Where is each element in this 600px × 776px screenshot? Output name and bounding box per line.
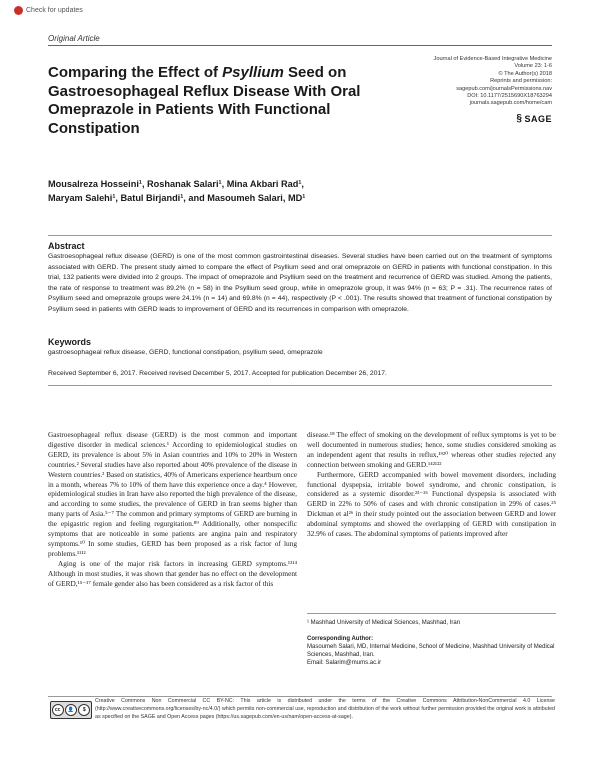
sage-icon: § <box>516 113 523 124</box>
nc-icon: $ <box>78 704 90 716</box>
journal-doi[interactable]: DOI: 10.1177/2515690X18763294 <box>467 93 552 100</box>
title-part1: Comparing the Effect of <box>48 64 223 81</box>
received-dates: Received September 6, 2017. Received revised December 5, 2017. Accepted for publication December 26, 2017. <box>48 370 387 377</box>
cc-icon: cc <box>52 704 64 716</box>
cc-license-badge[interactable] <box>50 701 92 719</box>
publisher-logo <box>516 113 552 124</box>
divider <box>48 45 552 46</box>
keywords-text: gastroesophageal reflux disease, GERD, functional constipation, psyllium seed, omeprazole <box>48 349 323 356</box>
crossmark-badge[interactable] <box>14 6 83 15</box>
abstract-text: Gastroesophageal reflux disease (GERD) is one of the most common gastrointestinal diseases. Several studies have been carried out on the treatment of symptoms associated with GERD. The present study aimed to compare the effect of Psyllium seed and oral omeprazole on GERD in patients with functional constipation. In this trial, 132 patients were divided into 2 groups. The impact of omeprazole and Psyllium seed on the treatment and recurrence of GERD was studied. Among the patients, the rate of response to treatment was 89.2% (n = 58) in the Psyllium seed group, while in omeprazole group, it was 94% (n = 63; P = .31). The recurrence rates of Psyllium seed and omeprazole groups were 24.1% (n = 14) and 69.8% (n = 44), respectively (P < .001). The results showed that treatment of functional constipation by Psyllium seed in patients with GERD leads to improvement of GERD and its recurrences in comparison with omeprazole. <box>48 253 552 313</box>
crossmark-label: Check for updates <box>26 7 83 14</box>
corresponding-email[interactable]: Email: Salarim@mums.ac.ir <box>307 660 382 666</box>
corresponding-text: Masoumeh Salari, MD, Internal Medicine, School of Medicine, Mashhad University of Medical Sciences, Mashhad, Iran. <box>307 644 555 658</box>
journal-home-link[interactable]: journals.sagepub.com/home/cam <box>469 100 552 107</box>
license-text: Creative Commons Non Commercial CC BY-NC: This article is distributed under the terms of the Creative Commons Attribution-NonCommercial 4.0 License (http://www.creativecommons.org/licenses/by-nc/4.0/) which permits non-commercial use, reproduction and distribution of the work without further permission provided the original work is attributed as specified on the SAGE and Open Access pages (https://us.sagepub.com/en-us/nam/open-access-at-sage). <box>95 698 555 720</box>
affiliation-note: ¹ Mashhad University of Medical Sciences, Mashhad, Iran <box>307 620 461 626</box>
abstract-heading: Abstract <box>48 241 85 251</box>
body-paragraph: Gastroesophageal reflux disease (GERD) is the most common and important digestive disorder in medical sciences.¹ According to epidemiological studies on GERD, its prevalence is about 5% in Asian countries and 10% to 20% in Western countries.² Several studies have also reported about 40% prevalence of the disease in Western countries.³ Based on statistics, 40% of Americans experience heartburn once in a month, whereas 7% to 10% of them have this experience once a day.⁴ However, epidemiological studies in Iran have also reported the high prevalence of the disease, and according to some studies, the prevalence of GERD in Iran seems higher than many parts of Asia.⁵⁻⁷ The common and primary symptoms of GERD are burning in the epigastric region and feeling regurgitation.⁸⁹ Additionally, other nonspecific symptoms that are noticeable in some patients are angina pain and respiratory symptoms.¹⁰ In some studies, GERD has been proposed as a risk factor of lung problems.¹¹¹² <box>48 430 297 558</box>
body-column-left <box>48 430 297 589</box>
authors-line-2: Maryam Salehi¹, Batul Birjandi¹, and Masoumeh Salari, MD¹ <box>48 193 306 203</box>
title-italic: Psyllium <box>222 64 284 81</box>
paper-title <box>48 64 378 138</box>
journal-copyright: © The Author(s) 2018 <box>498 70 552 77</box>
journal-volume: Volume 23: 1-6 <box>514 63 552 70</box>
keywords-heading: Keywords <box>48 337 92 347</box>
crossmark-icon <box>14 6 23 15</box>
divider <box>48 385 552 386</box>
body-column-right <box>307 430 556 539</box>
journal-permissions-link[interactable]: sagepub.com/journalsPermissions.nav <box>456 85 552 92</box>
divider <box>48 235 552 236</box>
body-paragraph: Aging is one of the major risk factors in increasing GERD symptoms.¹³¹⁴ Although in most studies, it was shown that gender has no effect on the development of GERD,¹⁵⁻¹⁷ female gender also has been considered as a risk factor of this <box>48 558 297 588</box>
journal-info <box>362 56 552 108</box>
article-type: Original Article <box>48 34 100 43</box>
body-paragraph: Furthermore, GERD accompanied with bowel movement disorders, including functional dyspepsia, irritable bowel syndrome, and chronic constipation, is considered as a systemic disorder.²³⁻²⁶ Functional dyspepsia is associated with GERD in 22% to 50% of cases and with chronic constipation in 29% of cases.²⁵ Dickman et al²⁶ in their study pointed out the association between GERD and lower abdominal symptoms and showed the overlapping of GERD with constipation in 32.9% of cases. The abdominal symptoms of patients improved after <box>307 469 556 539</box>
by-icon: 👤 <box>65 704 77 716</box>
footnote-divider <box>307 613 556 614</box>
corresponding-heading: Corresponding Author: <box>307 636 374 642</box>
author-list <box>48 177 448 205</box>
journal-name: Journal of Evidence-Based Integrative Medicine <box>433 56 552 62</box>
journal-reprints: Reprints and permission: <box>490 78 552 85</box>
authors-line-1: Mousalreza Hosseini¹, Roshanak Salari¹, Mina Akbari Rad¹, <box>48 179 304 189</box>
title-part2: Seed on Gastroesophageal Reflux Disease With Oral Omeprazole in Patients With Functional Constipation <box>48 64 361 137</box>
body-paragraph: disease.¹⁸ The effect of smoking on the development of reflux symptoms is yet to be well documented in numerous studies; hence, some studies considered smoking as an independent agent that results in reflux,¹⁹²⁰ whereas other studies rejected any connection between smoking and GERD.¹⁴²¹²² <box>307 430 556 469</box>
publisher-name: SAGE <box>524 113 552 124</box>
footnotes <box>307 619 556 667</box>
